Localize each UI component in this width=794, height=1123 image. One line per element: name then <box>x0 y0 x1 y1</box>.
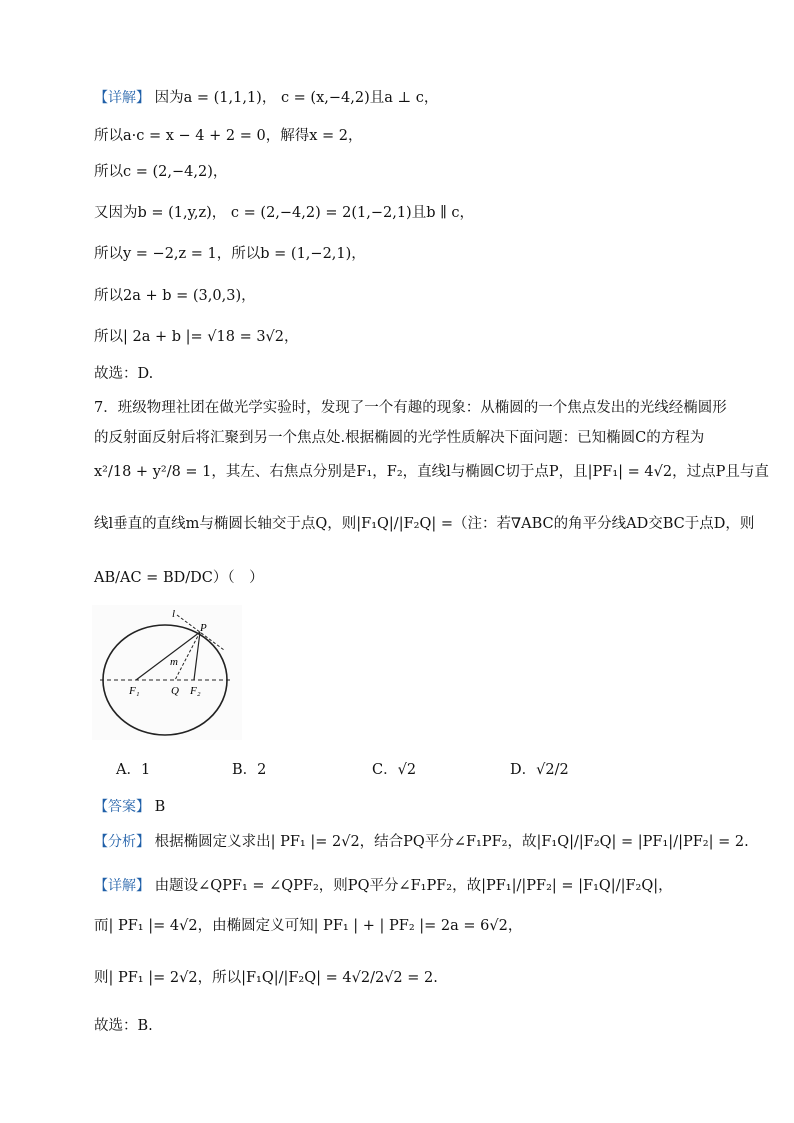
option-b: B．2 <box>232 762 267 778</box>
prev-line-1 <box>94 88 438 108</box>
detail2-tag: 【详解】 <box>94 878 150 894</box>
answer-text: B <box>154 799 166 815</box>
prev-line-2: 所以a·c = x − 4 + 2 = 0，解得x = 2， <box>94 128 363 144</box>
label-p: P <box>200 622 207 634</box>
ellipse-figure <box>92 605 242 740</box>
analysis-line <box>94 832 749 852</box>
prev-line-1-text: 因为a = (1,1,1)， c = (x,−4,2)且a ⊥ c， <box>154 90 439 106</box>
analysis-text: 根据椭圆定义求出| PF₁ |= 2√2，结合PQ平分∠F₁PF₂，故|F₁Q|/|F₂Q| = |PF₁|/|PF₂| = 2. <box>154 834 749 850</box>
q7-line-3: x²/18 + y²/8 = 1，其左、右焦点分别是F₁，F₂，直线l与椭圆C切于点P，且|PF₁| = 4√2，过点P且与直 <box>94 464 769 480</box>
detail2-line-4: 故选：B. <box>94 1018 153 1034</box>
detail-tag: 【详解】 <box>94 90 150 106</box>
detail2-line-3: 则| PF₁ |= 2√2，所以|F₁Q|/|F₂Q| = 4√2/2√2 = 2. <box>94 970 438 986</box>
q7-line-2: 的反射面反射后将汇聚到另一个焦点处.根据椭圆的光学性质解决下面问题：已知椭圆C的方程为 <box>94 430 705 446</box>
prev-line-8: 故选：D. <box>94 366 154 382</box>
q7-line-1: 7．班级物理社团在做光学实验时，发现了一个有趣的现象：从椭圆的一个焦点发出的光线经椭圆形 <box>94 400 727 416</box>
detail2-line-1-text: 由题设∠QPF₁ = ∠QPF₂，则PQ平分∠F₁PF₂，故|PF₁|/|PF₂| = |F₁Q|/|F₂Q|， <box>154 878 673 894</box>
prev-line-3: 所以c = (2,−4,2)， <box>94 164 228 180</box>
answer-tag: 【答案】 <box>94 799 150 815</box>
label-l: l <box>172 608 176 620</box>
option-a: A．1 <box>116 762 151 778</box>
prev-line-6: 所以2a + b = (3,0,3)， <box>94 288 256 304</box>
option-d: D．√2/2 <box>510 762 569 778</box>
q7-line-4: 线l垂直的直线m与椭圆长轴交于点Q，则|F₁Q|/|F₂Q| =（注：若∇ABC的角平分线AD交BC于点D，则 <box>94 516 755 532</box>
detail2-line-2: 而| PF₁ |= 4√2，由椭圆定义可知| PF₁ | + | PF₂ |= 2a = 6√2， <box>94 918 523 934</box>
label-f1: F₁ <box>129 685 140 697</box>
answer-line <box>94 797 165 817</box>
prev-line-5: 所以y = −2,z = 1，所以b = (1,−2,1)， <box>94 246 366 262</box>
prev-line-4: 又因为b = (1,y,z)， c = (2,−4,2) = 2(1,−2,1)且b ∥ c， <box>94 205 475 221</box>
prev-line-7: 所以| 2a + b |= √18 = 3√2， <box>94 329 299 345</box>
analysis-tag: 【分析】 <box>94 834 150 850</box>
option-c: C．√2 <box>372 762 417 778</box>
label-q: Q <box>171 685 179 697</box>
detail2-line-1 <box>94 876 673 896</box>
label-m: m <box>170 656 178 668</box>
q7-line-5: AB/AC = BD/DC）（ ） <box>94 570 264 586</box>
label-f2: F₂ <box>190 685 201 697</box>
